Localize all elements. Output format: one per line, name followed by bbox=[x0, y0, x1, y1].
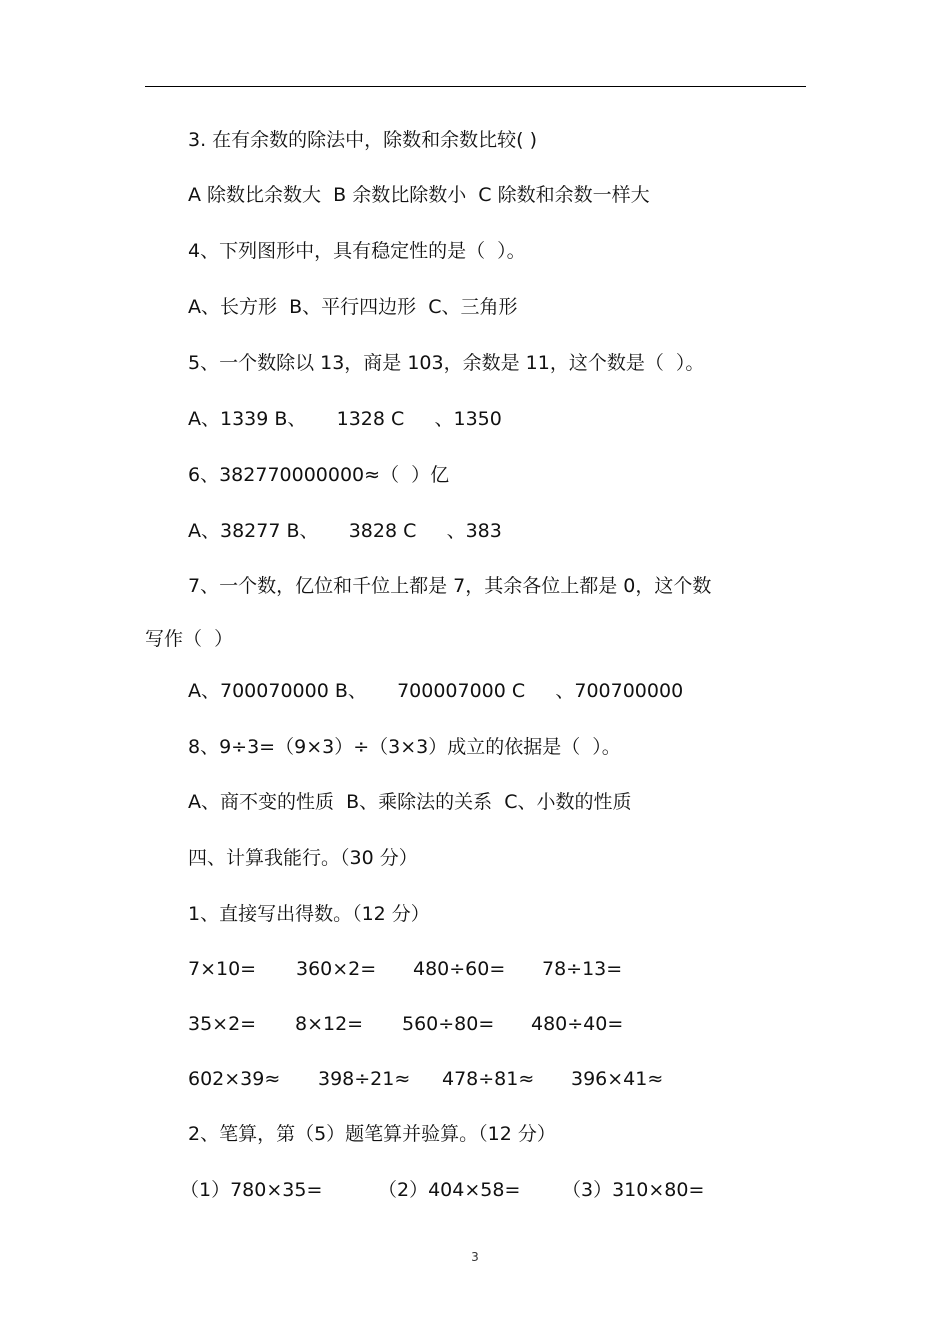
calc-item: 396×41≈ bbox=[571, 1068, 664, 1090]
calc-item: 360×2= bbox=[296, 958, 377, 980]
question-5-options: A、1339 B、 1328 C 、1350 bbox=[188, 408, 502, 430]
question-7: 7、一个数，亿位和千位上都是 7，其余各位上都是 0，这个数 bbox=[188, 575, 712, 597]
question-8-options: A、商不变的性质 B、乘除法的关系 C、小数的性质 bbox=[188, 791, 632, 813]
question-3: 3. 在有余数的除法中，除数和余数比较( ) bbox=[188, 129, 538, 151]
written-calc-item: （2）404×58= bbox=[378, 1179, 521, 1201]
written-calc-item: （1）780×35= bbox=[180, 1179, 323, 1201]
page-number: 3 bbox=[471, 1250, 479, 1264]
question-8: 8、9÷3=（9×3）÷（3×3）成立的依据是（ ）。 bbox=[188, 736, 621, 758]
calc-item: 398÷21≈ bbox=[318, 1068, 411, 1090]
question-6-options: A、38277 B、 3828 C 、383 bbox=[188, 520, 502, 542]
calc-item: 560÷80= bbox=[402, 1013, 495, 1035]
question-6: 6、382770000000≈（ ）亿 bbox=[188, 464, 450, 486]
part-1-heading: 1、直接写出得数。（12 分） bbox=[188, 903, 430, 925]
calc-item: 478÷81≈ bbox=[442, 1068, 535, 1090]
calc-item: 7×10= bbox=[188, 958, 257, 980]
question-4-options: A、长方形 B、平行四边形 C、三角形 bbox=[188, 296, 518, 318]
calc-item: 35×2= bbox=[188, 1013, 257, 1035]
calc-item: 480÷60= bbox=[413, 958, 506, 980]
question-7-options: A、700070000 B、 700007000 C 、700700000 bbox=[188, 680, 684, 702]
question-5: 5、一个数除以 13，商是 103，余数是 11，这个数是（ ）。 bbox=[188, 352, 705, 374]
question-3-options: A 除数比余数大 B 余数比除数小 C 除数和余数一样大 bbox=[188, 184, 650, 206]
calc-item: 78÷13= bbox=[542, 958, 623, 980]
part-2-heading: 2、笔算，第（5）题笔算并验算。（12 分） bbox=[188, 1123, 556, 1145]
written-calc-item: （3）310×80= bbox=[562, 1179, 705, 1201]
section-4-heading: 四、计算我能行。（30 分） bbox=[188, 847, 418, 869]
header-rule bbox=[145, 86, 806, 87]
question-7-continued: 写作（ ） bbox=[145, 628, 234, 650]
calc-item: 602×39≈ bbox=[188, 1068, 281, 1090]
question-4: 4、下列图形中，具有稳定性的是（ ）。 bbox=[188, 240, 526, 262]
calc-item: 480÷40= bbox=[531, 1013, 624, 1035]
calc-item: 8×12= bbox=[295, 1013, 364, 1035]
